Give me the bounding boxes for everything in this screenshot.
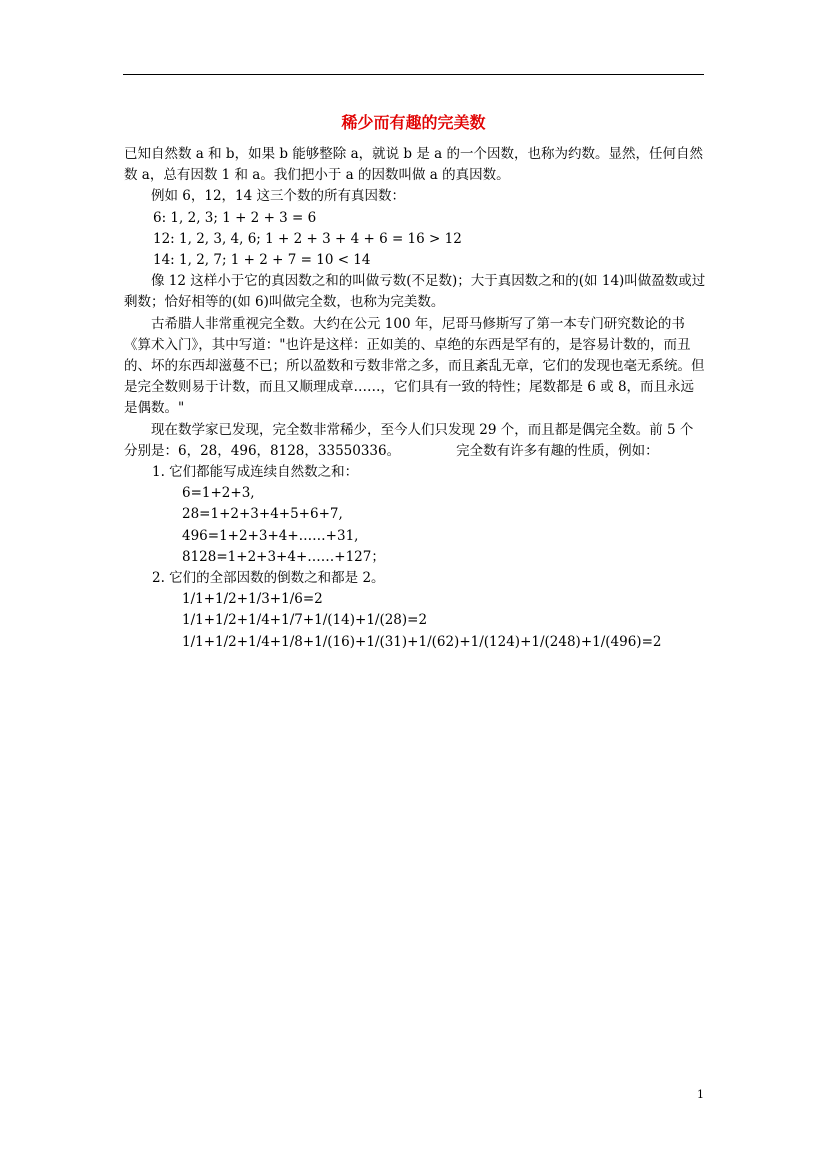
- list-item-1-line: 28=1+2+3+4+5+6+7,: [182, 506, 343, 523]
- properties-intro: 完全数有许多有趣的性质，例如：: [456, 442, 659, 459]
- equation-6: 6: 1, 2, 3; 1 + 2 + 3 = 6: [153, 209, 317, 226]
- list-item-2-line: 1/1+1/2+1/4+1/7+1/(14)+1/(28)=2: [182, 612, 428, 629]
- header-rule: [123, 74, 704, 75]
- paragraph-definition: 已知自然数 a 和 b，如果 b 能够整除 a，就说 b 是 a 的一个因数，也称为约数。显然，任何自然数 a，总有因数 1 和 a。我们把小于 a 的因数叫做 a 的真因数。: [124, 146, 703, 184]
- discovery-text: 现在数学家已发现，完全数非常稀少，至今人们只发现 29 个，而且都是偶完全数。前 5 个分别是：6，28，496，8128，33550336。: [124, 421, 694, 459]
- list-item-2-label: 2. 它们的全部因数的倒数之和都是 2。: [152, 570, 385, 587]
- equation-12: 12: 1, 2, 3, 4, 6; 1 + 2 + 3 + 4 + 6 = 16 > 12: [153, 230, 462, 247]
- list-item-2-line: 1/1+1/2+1/3+1/6=2: [182, 591, 323, 608]
- list-item-1-label: 1. 它们都能写成连续自然数之和：: [152, 464, 359, 481]
- list-item-2-line: 1/1+1/2+1/4+1/8+1/(16)+1/(31)+1/(62)+1/(124)+1/(248)+1/(496)=2: [182, 633, 662, 650]
- list-item-1-line: 8128=1+2+3+4+……+127；: [182, 548, 385, 565]
- list-item-1-line: 6=1+2+3,: [182, 485, 255, 502]
- list-item-1-line: 496=1+2+3+4+……+31,: [182, 527, 359, 544]
- paragraph-example-intro: 例如 6，12，14 这三个数的所有真因数：: [151, 188, 406, 205]
- paragraph-history: 古希腊人非常重视完全数。大约在公元 100 年，尼哥马修斯写了第一本专门研究数论的书《算术入门》，其中写道："也许是这样：正如美的、卓绝的东西是罕有的，是容易计数的，而丑的、坏的东西却滋蔓不已；所以盈数和亏数非常之多，而且紊乱无章，它们的发现也毫无系统。但是完全数则易于计数，而且又顺理成章……，它们具有一致的特性；尾数都是 6 或 8，而且永远是偶数。": [124, 315, 705, 417]
- equation-14: 14: 1, 2, 7; 1 + 2 + 7 = 10 < 14: [153, 252, 371, 269]
- document-title: 稀少而有趣的完美数: [341, 113, 486, 132]
- document-body: [124, 144, 706, 653]
- page-number: 1: [697, 1088, 704, 1101]
- paragraph-discovery: [124, 420, 706, 462]
- paragraph-classification: 像 12 这样小于它的真因数之和的叫做亏数(不足数)；大于真因数之和的(如 14)叫做盈数或过剩数；恰好相等的(如 6)叫做完全数，也称为完美数。: [124, 273, 706, 311]
